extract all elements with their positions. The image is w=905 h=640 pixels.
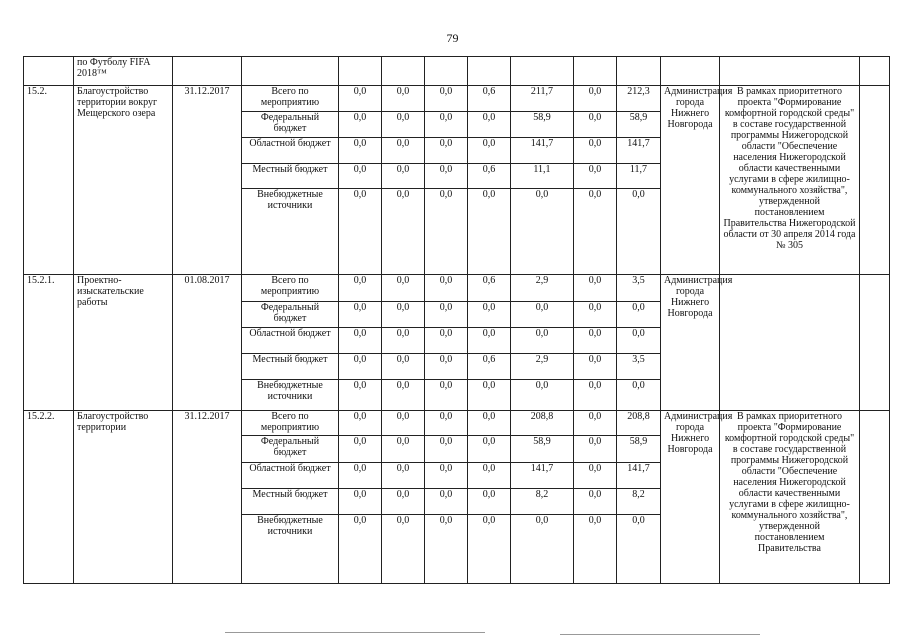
value-cell: 0,0 — [574, 489, 617, 514]
deadline-cell: 31.12.2017 — [173, 410, 242, 583]
code-cell: 15.2.1. — [24, 275, 74, 411]
funding-source-cell: Внебюджетные источники — [242, 380, 339, 411]
value-cell: 0,0 — [382, 275, 425, 302]
funding-source-cell: Всего по мероприятию — [242, 85, 339, 112]
value-cell: 0,0 — [574, 301, 617, 328]
funding-source-cell: Всего по мероприятию — [242, 410, 339, 435]
value-cell: 0,0 — [574, 328, 617, 353]
code-cell: 15.2. — [24, 85, 74, 275]
value-cell: 0,0 — [425, 275, 468, 302]
value-cell: 0,0 — [339, 301, 382, 328]
table-row — [24, 57, 890, 86]
value-cell: 0,0 — [339, 85, 382, 112]
value-cell: 0,6 — [468, 353, 511, 380]
value-cell: 0,0 — [339, 514, 382, 583]
funding-source-cell: Областной бюджет — [242, 328, 339, 353]
value-cell: 0,0 — [511, 514, 574, 583]
measure-name-cell: по Футболу FIFA 2018™ — [74, 57, 173, 86]
value-cell: 0,6 — [468, 85, 511, 112]
table-row — [24, 410, 890, 435]
budget-table — [23, 56, 890, 584]
funding-source-cell: Внебюджетные источники — [242, 189, 339, 275]
value-cell: 0,0 — [574, 353, 617, 380]
funding-source-cell: Областной бюджет — [242, 462, 339, 489]
value-cell: 0,0 — [574, 164, 617, 189]
funding-source-cell: Областной бюджет — [242, 137, 339, 164]
value-cell: 0,0 — [382, 328, 425, 353]
value-cell: 0,0 — [574, 112, 617, 137]
value-cell: 8,2 — [617, 489, 661, 514]
value-cell: 0,0 — [574, 275, 617, 302]
value-cell: 2,9 — [511, 275, 574, 302]
executor-cell: Администрация города Нижнего Новгорода — [661, 275, 720, 411]
funding-source-cell: Федеральный бюджет — [242, 436, 339, 463]
value-cell: 0,0 — [617, 301, 661, 328]
funding-source-cell: Местный бюджет — [242, 164, 339, 189]
executor-cell: Администрация города Нижнего Новгорода — [661, 410, 720, 583]
value-cell: 0,0 — [425, 380, 468, 411]
value-cell: 0,0 — [425, 436, 468, 463]
value-cell: 58,9 — [511, 436, 574, 463]
value-cell: 0,0 — [382, 301, 425, 328]
value-cell: 0,0 — [468, 328, 511, 353]
value-cell: 0,0 — [574, 189, 617, 275]
value-cell: 3,5 — [617, 353, 661, 380]
value-cell: 0,0 — [511, 328, 574, 353]
value-cell: 0,0 — [468, 410, 511, 435]
funding-source-cell: Федеральный бюджет — [242, 301, 339, 328]
value-cell: 0,0 — [382, 462, 425, 489]
value-cell: 0,0 — [468, 112, 511, 137]
value-cell: 0,0 — [382, 189, 425, 275]
value-cell: 0,0 — [425, 189, 468, 275]
value-cell: 0,0 — [511, 301, 574, 328]
value-cell: 0,0 — [511, 380, 574, 411]
value-cell: 0,0 — [382, 353, 425, 380]
extra-cell — [860, 410, 890, 583]
value-cell: 0,0 — [617, 189, 661, 275]
value-cell: 141,7 — [511, 137, 574, 164]
value-cell: 208,8 — [617, 410, 661, 435]
value-cell: 0,0 — [425, 489, 468, 514]
funding-source-cell: Внебюджетные источники — [242, 514, 339, 583]
scan-artifact — [560, 634, 760, 635]
value-cell: 0,0 — [382, 85, 425, 112]
value-cell: 0,0 — [339, 137, 382, 164]
value-cell: 208,8 — [511, 410, 574, 435]
code-cell: 15.2.2. — [24, 410, 74, 583]
value-cell: 0,0 — [339, 328, 382, 353]
funding-source-cell: Федеральный бюджет — [242, 112, 339, 137]
value-cell: 0,0 — [425, 328, 468, 353]
scan-artifact — [225, 632, 485, 633]
value-cell: 0,6 — [468, 275, 511, 302]
value-cell: 0,0 — [339, 164, 382, 189]
value-cell: 0,0 — [382, 514, 425, 583]
value-cell: 141,7 — [511, 462, 574, 489]
value-cell: 58,9 — [617, 112, 661, 137]
value-cell: 211,7 — [511, 85, 574, 112]
value-cell: 0,0 — [468, 137, 511, 164]
value-cell: 0,0 — [382, 112, 425, 137]
value-cell: 0,0 — [425, 112, 468, 137]
funding-source-cell: Всего по мероприятию — [242, 275, 339, 302]
extra-cell — [860, 275, 890, 411]
value-cell: 11,7 — [617, 164, 661, 189]
value-cell: 0,0 — [339, 462, 382, 489]
value-cell: 0,0 — [574, 462, 617, 489]
value-cell: 3,5 — [617, 275, 661, 302]
value-cell: 0,0 — [425, 164, 468, 189]
value-cell: 8,2 — [511, 489, 574, 514]
page-number: 79 — [446, 31, 459, 45]
value-cell: 0,0 — [339, 380, 382, 411]
value-cell: 0,0 — [468, 462, 511, 489]
value-cell: 0,0 — [468, 436, 511, 463]
value-cell: 2,9 — [511, 353, 574, 380]
value-cell: 0,0 — [339, 189, 382, 275]
value-cell: 0,0 — [574, 380, 617, 411]
note-cell: В рамках приоритетного проекта "Формирование комфортной городской среды" в составе государственной программы Нижегородской области "Обеспечение населения Нижегородской области качественными услугами в сфере жилищно-коммунального хозяйства", утвержденной постановлением Правительства — [720, 410, 860, 583]
funding-source-cell: Местный бюджет — [242, 353, 339, 380]
value-cell: 0,0 — [468, 301, 511, 328]
value-cell: 0,0 — [339, 275, 382, 302]
value-cell: 0,0 — [382, 410, 425, 435]
value-cell: 0,0 — [511, 189, 574, 275]
executor-cell: Администрация города Нижнего Новгорода — [661, 85, 720, 275]
value-cell: 0,0 — [339, 353, 382, 380]
value-cell: 0,0 — [425, 301, 468, 328]
value-cell: 212,3 — [617, 85, 661, 112]
value-cell: 0,0 — [382, 137, 425, 164]
value-cell: 0,0 — [574, 514, 617, 583]
value-cell: 0,0 — [425, 137, 468, 164]
value-cell: 0,0 — [468, 514, 511, 583]
value-cell: 0,0 — [617, 514, 661, 583]
note-cell: В рамках приоритетного проекта "Формирование комфортной городской среды" в составе государственной программы Нижегородской области "Обеспечение населения Нижегородской области качественными услугами в сфере жилищно-коммунального хозяйства", утвержденной постановлением Правительства Нижегородской области от 30 апреля 2014 года № 305 — [720, 85, 860, 275]
value-cell: 0,0 — [425, 85, 468, 112]
table-row — [24, 275, 890, 302]
value-cell: 0,0 — [382, 164, 425, 189]
code-cell — [24, 57, 74, 86]
measure-name-cell: Благоустройство территории вокруг Мещерского озера — [74, 85, 173, 275]
value-cell: 0,0 — [574, 85, 617, 112]
value-cell: 11,1 — [511, 164, 574, 189]
value-cell: 0,0 — [574, 137, 617, 164]
value-cell: 0,0 — [617, 380, 661, 411]
value-cell: 0,0 — [382, 436, 425, 463]
deadline-cell: 01.08.2017 — [173, 275, 242, 411]
value-cell: 0,0 — [425, 514, 468, 583]
funding-source-cell: Местный бюджет — [242, 489, 339, 514]
value-cell: 0,0 — [468, 489, 511, 514]
value-cell: 0,0 — [425, 353, 468, 380]
deadline-cell: 31.12.2017 — [173, 85, 242, 275]
value-cell: 0,0 — [339, 489, 382, 514]
value-cell: 0,0 — [574, 410, 617, 435]
value-cell: 0,0 — [382, 489, 425, 514]
value-cell: 0,0 — [339, 410, 382, 435]
extra-cell — [860, 85, 890, 275]
value-cell: 0,0 — [339, 112, 382, 137]
value-cell: 0,0 — [468, 189, 511, 275]
value-cell: 58,9 — [617, 436, 661, 463]
value-cell: 0,0 — [339, 436, 382, 463]
value-cell: 0,0 — [382, 380, 425, 411]
value-cell: 0,0 — [468, 380, 511, 411]
value-cell: 0,0 — [425, 462, 468, 489]
measure-name-cell: Проектно-изыскательские работы — [74, 275, 173, 411]
value-cell: 141,7 — [617, 462, 661, 489]
value-cell: 0,6 — [468, 164, 511, 189]
value-cell: 141,7 — [617, 137, 661, 164]
table-row — [24, 85, 890, 112]
note-cell — [720, 275, 860, 411]
value-cell: 0,0 — [574, 436, 617, 463]
value-cell: 0,0 — [425, 410, 468, 435]
value-cell: 58,9 — [511, 112, 574, 137]
measure-name-cell: Благоустройство территории — [74, 410, 173, 583]
value-cell: 0,0 — [617, 328, 661, 353]
